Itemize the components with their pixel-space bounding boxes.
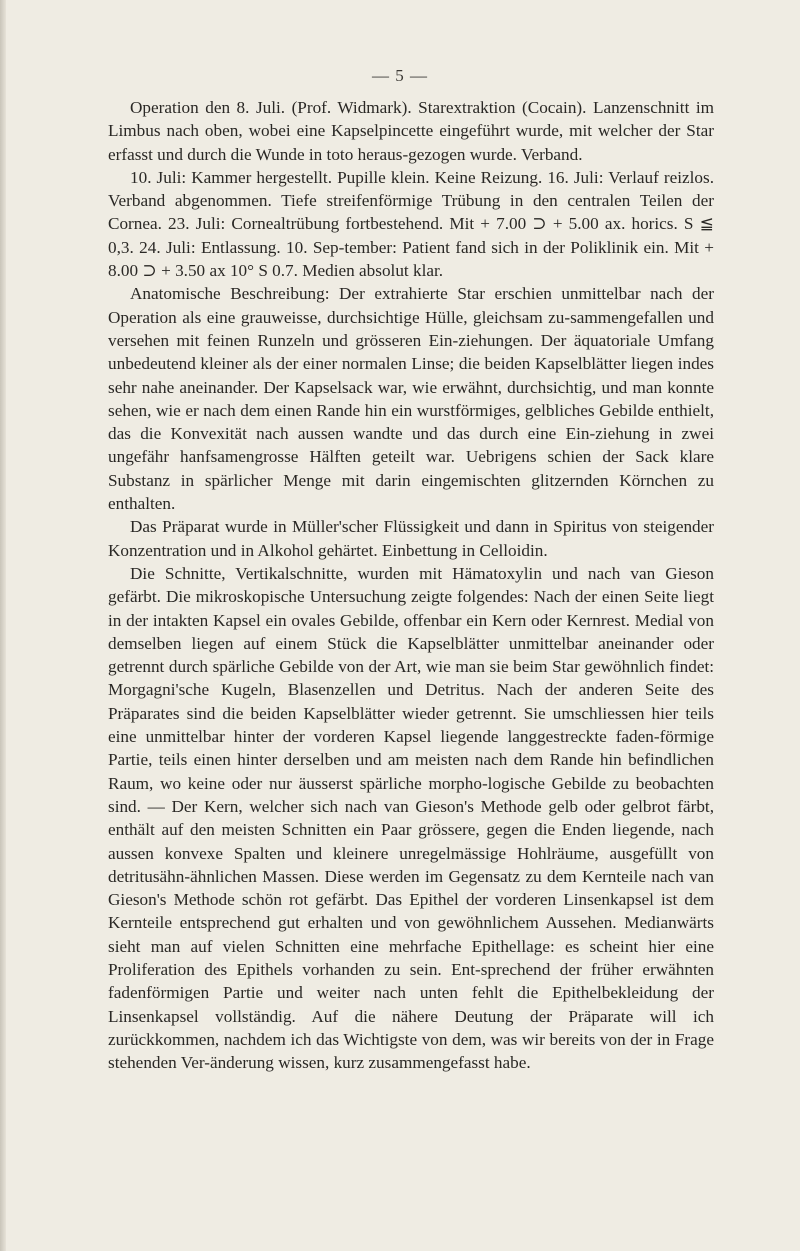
page-number: — 5 — (372, 66, 428, 85)
body-text (108, 96, 714, 1074)
paragraph-microscopic-findings: Die Schnitte, Vertikalschnitte, wurden mit Hämatoxylin und nach van Gieson gefärbt. Die mikroskopische Untersuchung zeigte folgendes: Nach der einen Seite liegt in der intakten Kapsel ein ovales Gebilde, offenbar ein Kern oder Kernrest. Medial von demselben liegen auf einem Stück die Kapselblätter unmittelbar aneinander oder getrennt durch spärliche Gebilde von der Art, wie man sie beim Star gewöhnlich findet: Morgagni'sche Kugeln, Blasenzellen und Detritus. Nach der anderen Seite des Präparates sind die beiden Kapselblätter wieder getrennt. Sie umschliessen hier teils eine unmittelbar hinter der vorderen Kapsel liegende langgestreckte faden-förmige Partie, teils einen hinter derselben und am meisten nach dem Rande hin befindlichen Raum, wo keine oder nur äusserst spärliche morpho-logische Gebilde zu beobachten sind. — Der Kern, welcher sich nach van Gieson's Methode gelb oder gelbrot färbt, enthält auf den meisten Schnitten ein Paar grössere, gegen die Enden liegende, nach aussen konvexe Spalten und kleinere unregelmässige Hohlräume, ausgefüllt von detritusähn-ähnlichen Massen. Diese werden im Gegensatz zu dem Kernteile nach van Gieson's Methode schön rot gefärbt. Das Epithel der vorderen Linsenkapsel ist dem Kernteile entsprechend gut erhalten und von gewöhnlichem Aussehen. Medianwärts sieht man auf vielen Schnitten eine mehrfache Epithellage: es scheint hier eine Proliferation des Epithels vorhanden zu sein. Ent-sprechend der früher erwähnten fadenförmigen Partie und weiter nach unten fehlt die Epithelbekleidung der Linsenkapsel vollständig. Auf die nähere Deutung der Präparate will ich zurückkommen, nachdem ich das Wichtigste von dem, was wir bereits von der in Frage stehenden Ver-änderung wissen, kurz zusammengefasst habe. (108, 563, 714, 1073)
paragraph-course: 10. Juli: Kammer hergestellt. Pupille klein. Keine Reizung. 16. Juli: Verlauf reizlos. Verband abgenommen. Tiefe streifenförmige Trübung in den centralen Teilen der Cornea. 23. Juli: Cornealtrübung fortbestehend. Mit + 7.00 ⊃ + 5.00 ax. horics. S ≦ 0,3. 24. Juli: Entlassung. 10. Sep-tember: Patient fand sich in der Poliklinik ein. Mit + 8.00 ⊃ + 3.50 ax 10° S 0.7. Medien absolut klar. (108, 167, 714, 281)
paragraph-preparation: Das Präparat wurde in Müller'scher Flüssigkeit und dann in Spiritus von steigender Konzentration und in Alkohol gehärtet. Einbettung in Celloidin. (108, 517, 714, 560)
paragraph-anatomical-description: Anatomische Beschreibung: Der extrahierte Star erschien unmittelbar nach der Operation als eine grauweisse, durchsichtige Hülle, gleichsam zu-sammengefallen und versehen mit feinen Runzeln und grösseren Ein-ziehungen. Der äquatoriale Umfang unbedeutend kleiner als der einer normalen Linse; die beiden Kapselblätter liegen indes sehr nahe aneinander. Der Kapselsack war, wie erwähnt, durchsichtig, und man konnte sehen, wie er nach dem einen Rande hin ein wurstförmiges, gelbliches Gebilde enthielt, das die Konvexität nach aussen wandte und das durch eine Ein-ziehung in zwei ungefähr hanfsamengrosse Hälften geteilt war. Uebrigens schien der Sack klare Substanz in spärlicher Menge mit darin eingemischten glitzernden Körnchen zu enthalten. (108, 284, 714, 514)
page-binding-edge (0, 0, 6, 1251)
paragraph-operation: Operation den 8. Juli. (Prof. Widmark). Starextraktion (Cocain). Lanzenschnitt im Limbus nach oben, wobei eine Kapselpincette eingeführt wurde, mit welcher der Star erfasst und durch die Wunde in toto heraus-gezogen wurde. Verband. (108, 98, 714, 164)
